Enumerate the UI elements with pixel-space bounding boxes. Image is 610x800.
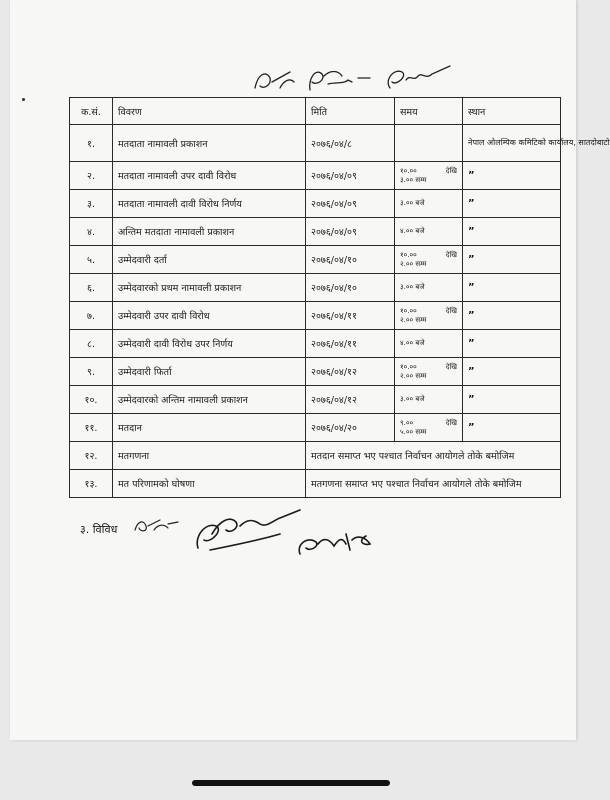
time-from: देखि bbox=[445, 306, 457, 315]
ditto-mark: ” bbox=[463, 414, 561, 442]
time-cell bbox=[395, 358, 463, 386]
ditto-mark: ” bbox=[463, 190, 561, 218]
ink-dot bbox=[22, 98, 25, 101]
misc-section-label: ३. विविध bbox=[80, 523, 118, 536]
ditto-mark: ” bbox=[463, 162, 561, 190]
time-cell bbox=[395, 125, 463, 162]
header-place: स्थान bbox=[463, 98, 561, 125]
time-from: देखि bbox=[445, 166, 457, 175]
serial-cell: ११. bbox=[70, 414, 113, 442]
table-row bbox=[70, 442, 561, 470]
date-cell: २०७६/०४/०९ bbox=[306, 190, 395, 218]
ditto-mark: ” bbox=[463, 218, 561, 246]
serial-cell: १२. bbox=[70, 442, 113, 470]
ditto-mark: ” bbox=[463, 246, 561, 274]
table-row bbox=[70, 386, 561, 414]
table-row bbox=[70, 302, 561, 330]
top-signatures bbox=[250, 60, 460, 100]
ditto-mark: ” bbox=[463, 302, 561, 330]
description-cell: उम्मेदवारको अन्तिम नामावली प्रकाशन bbox=[113, 386, 306, 414]
date-cell: २०७६/०४/१२ bbox=[306, 386, 395, 414]
ditto-mark: ” bbox=[463, 358, 561, 386]
serial-cell: ६. bbox=[70, 274, 113, 302]
serial-cell: ७. bbox=[70, 302, 113, 330]
table-row bbox=[70, 162, 561, 190]
date-cell: २०७६/०४/८ bbox=[306, 125, 395, 162]
ditto-mark: ” bbox=[463, 330, 561, 358]
table-row bbox=[70, 330, 561, 358]
description-cell: उम्मेदवारी उपर दावी विरोध bbox=[113, 302, 306, 330]
note-cell: मतदान समाप्त भए पश्चात निर्वाचन आयोगले तोके बमोजिम bbox=[306, 442, 561, 470]
ditto-mark: ” bbox=[463, 274, 561, 302]
description-cell: मतदान bbox=[113, 414, 306, 442]
time-end: ५.०० सम्म bbox=[400, 427, 427, 436]
table-row bbox=[70, 414, 561, 442]
time-cell bbox=[395, 386, 463, 414]
description-cell: अन्तिम मतदाता नामावली प्रकाशन bbox=[113, 218, 306, 246]
serial-cell: १०. bbox=[70, 386, 113, 414]
serial-cell: २. bbox=[70, 162, 113, 190]
description-cell: मतदाता नामावली दावी विरोध निर्णय bbox=[113, 190, 306, 218]
date-cell: २०७६/०४/१० bbox=[306, 274, 395, 302]
header-description: विवरण bbox=[113, 98, 306, 125]
description-cell: उम्मेदवारी फिर्ता bbox=[113, 358, 306, 386]
time-cell bbox=[395, 414, 463, 442]
time-from: देखि bbox=[445, 362, 457, 371]
table-row bbox=[70, 470, 561, 498]
time-cell bbox=[395, 274, 463, 302]
description-cell: उम्मेदवारी दावी विरोध उपर निर्णय bbox=[113, 330, 306, 358]
time-cell bbox=[395, 162, 463, 190]
table-header-row bbox=[70, 98, 561, 125]
description-cell: उम्मेदवारको प्रथम नामावली प्रकाशन bbox=[113, 274, 306, 302]
ditto-mark: ” bbox=[463, 386, 561, 414]
bottom-signatures bbox=[190, 500, 390, 570]
date-cell: २०७६/०४/०९ bbox=[306, 162, 395, 190]
time-end: ३.०० सम्म bbox=[400, 175, 427, 184]
serial-cell: १३. bbox=[70, 470, 113, 498]
date-cell: २०७६/०४/२० bbox=[306, 414, 395, 442]
note-cell: मतगणना समाप्त भए पश्चात निर्वाचन आयोगले तोके बमोजिम bbox=[306, 470, 561, 498]
serial-cell: ४. bbox=[70, 218, 113, 246]
serial-cell: १. bbox=[70, 125, 113, 162]
time-start: १०.०० bbox=[400, 250, 417, 259]
time-cell bbox=[395, 302, 463, 330]
table-row bbox=[70, 125, 561, 162]
table-row bbox=[70, 358, 561, 386]
place-cell: नेपाल ओलम्पिक कमिटिको कार्यालय, सातदोबाटो bbox=[463, 125, 561, 162]
table-row bbox=[70, 218, 561, 246]
description-cell: मतदाता नामावली प्रकाशन bbox=[113, 125, 306, 162]
date-cell: २०७६/०४/०९ bbox=[306, 218, 395, 246]
time-start: १०.०० bbox=[400, 306, 417, 315]
serial-cell: ९. bbox=[70, 358, 113, 386]
time-start: ४.०० बजे bbox=[400, 227, 425, 235]
time-end: २.०० सम्म bbox=[400, 259, 427, 268]
time-end: २.०० सम्म bbox=[400, 315, 427, 324]
serial-cell: ८. bbox=[70, 330, 113, 358]
header-serial-no: क.सं. bbox=[70, 98, 113, 125]
time-cell bbox=[395, 330, 463, 358]
header-time: समय bbox=[395, 98, 463, 125]
time-start: १०.०० bbox=[400, 166, 417, 175]
time-start: ९.०० bbox=[400, 418, 414, 427]
table-row bbox=[70, 190, 561, 218]
time-start: ३.०० बजे bbox=[400, 395, 425, 403]
time-cell bbox=[395, 218, 463, 246]
serial-cell: ५. bbox=[70, 246, 113, 274]
serial-cell: ३. bbox=[70, 190, 113, 218]
table-row bbox=[70, 274, 561, 302]
home-indicator[interactable] bbox=[192, 780, 390, 786]
description-cell: मतदाता नामावली उपर दावी विरोध bbox=[113, 162, 306, 190]
time-from: देखि bbox=[445, 250, 457, 259]
time-cell bbox=[395, 246, 463, 274]
header-date: मिति bbox=[306, 98, 395, 125]
date-cell: २०७६/०४/१० bbox=[306, 246, 395, 274]
date-cell: २०७६/०४/११ bbox=[306, 330, 395, 358]
time-start: ३.०० बजे bbox=[400, 283, 425, 291]
time-start: ३.०० बजे bbox=[400, 199, 425, 207]
time-start: १०.०० bbox=[400, 362, 417, 371]
time-from: देखि bbox=[445, 418, 457, 427]
time-start: ४.०० बजे bbox=[400, 339, 425, 347]
description-cell: उम्मेदवारी दर्ता bbox=[113, 246, 306, 274]
misc-signature bbox=[132, 514, 182, 536]
date-cell: २०७६/०४/१२ bbox=[306, 358, 395, 386]
table-row bbox=[70, 246, 561, 274]
description-cell: मतगणना bbox=[113, 442, 306, 470]
time-end: २.०० सम्म bbox=[400, 371, 427, 380]
election-schedule-table bbox=[69, 97, 610, 498]
table-body bbox=[70, 125, 610, 498]
time-cell bbox=[395, 190, 463, 218]
date-cell: २०७६/०४/११ bbox=[306, 302, 395, 330]
description-cell: मत परिणामको घोषणा bbox=[113, 470, 306, 498]
